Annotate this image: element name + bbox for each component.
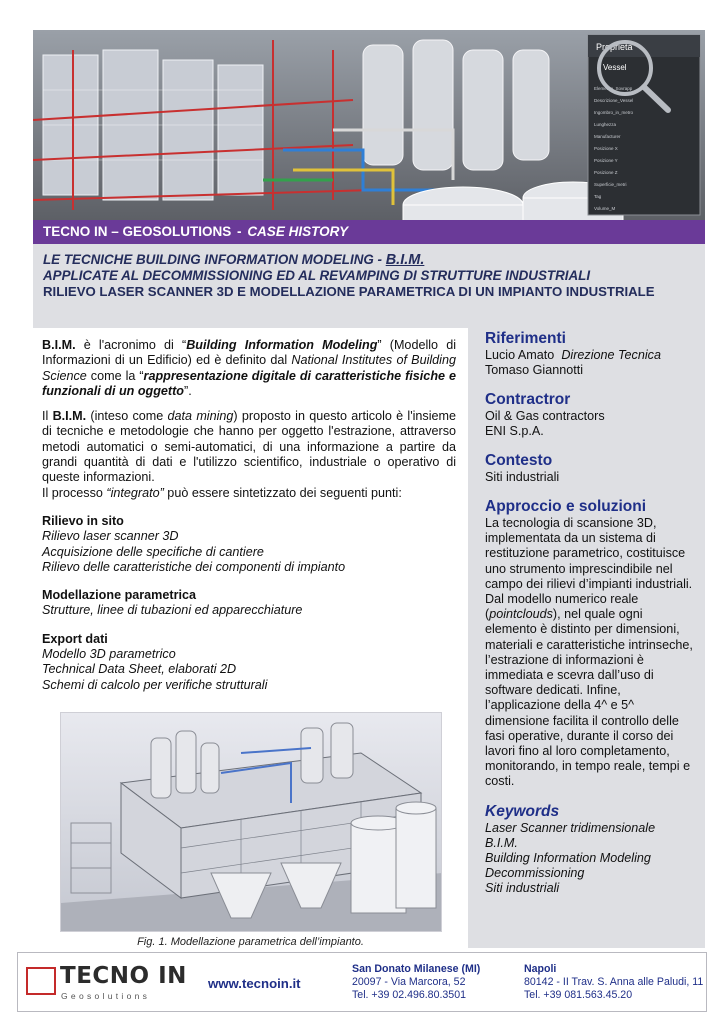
office-napoli	[524, 963, 703, 1002]
title-line-1	[43, 252, 695, 268]
office-name: Napoli	[524, 963, 557, 975]
contact-name: Tomaso Giannotti	[485, 363, 584, 377]
section-heading: Export dati	[42, 631, 108, 646]
hero-image	[33, 30, 705, 220]
section-item: Strutture, linee di tubazioni ed apparecchiature	[42, 603, 303, 618]
intro-text: Il processo	[42, 485, 107, 500]
intro-paragraph-3	[42, 486, 456, 501]
bim-term: B.I.M.	[42, 338, 76, 352]
properties-panel-item: Posizione Y	[594, 158, 618, 163]
intro-text: (inteso come	[86, 409, 168, 424]
contact-name: Lucio Amato	[485, 348, 555, 362]
logo-subtitle: Geosolutions	[61, 991, 151, 1001]
integrated-term: “integrato”	[106, 485, 164, 500]
plant-model-image	[60, 712, 442, 932]
intro-text: come la “	[86, 368, 144, 383]
office-name: San Donato Milanese (MI)	[352, 963, 481, 975]
title-line-3: RILIEVO LASER SCANNER 3D E MODELLAZIONE PARAMETRICA DI UN IMPIANTO INDUSTRIALE	[43, 284, 655, 299]
bim-full-term: Building Information Modeling	[186, 338, 378, 352]
office-address: 80142 - II Trav. S. Anna alle Paludi, 11	[524, 976, 704, 988]
office-address: 20097 - Via Marcora, 52	[352, 976, 466, 988]
properties-panel-item: Volume_M	[594, 206, 616, 211]
intro-text: ”.	[184, 383, 192, 398]
contractor-heading: Contractror	[485, 391, 571, 408]
properties-panel-title: Proprietà	[596, 42, 633, 52]
intro-text: Il	[42, 409, 53, 424]
properties-panel-item: Superficie_metri	[594, 182, 627, 187]
section-heading: Modellazione parametrica	[42, 588, 196, 603]
keyword-item: Building Information Modeling	[485, 850, 651, 865]
section-item: Acquisizione delle specifiche di cantiere	[42, 544, 264, 559]
title-panel	[33, 244, 705, 328]
office-milano	[352, 963, 480, 1002]
contractor-line: ENI S.p.A.	[485, 424, 544, 438]
contact-role: Direzione Tecnica	[561, 348, 661, 362]
approccio-text-b: ), nel quale ogni elemento è distinto per dimensioni, materiali e caratteristiche intrinseche, l’estrazione di informazioni è immediata e scevra dall’uso di software dedicati. Infine, l’applicazione della 4^ e 5^ dimensione facilita il controllo delle fasi operative, durante il corso dei lavori fino al loro completamento, monitorando, in tempo reale, tempi e costi.	[485, 607, 693, 789]
logo-wordmark: TECNO IN	[60, 963, 187, 989]
contesto-line: Siti industriali	[485, 470, 560, 484]
intro-text: ) proposto in questo articolo è l'insieme di tecniche e metodologie che hanno per oggetto l'estrazione, attraverso metodi automatici o semi-automatici, di una informazione a partire da grandi quantità di dati e l'utilizzo scientifico, industriale o operativo di queste informazioni.	[42, 409, 457, 485]
intro-text: è l'acronimo di “	[75, 338, 187, 352]
bim-term: B.I.M.	[52, 409, 87, 424]
pointclouds-term: pointclouds	[489, 607, 553, 622]
banner-separator: -	[237, 224, 242, 239]
intro-paragraph-1	[42, 338, 456, 399]
title-line-2: APPLICATE AL DECOMMISSIONING ED AL REVAMPING DI STRUTTURE INDUSTRIALI	[43, 268, 591, 283]
contesto-heading: Contesto	[485, 452, 553, 469]
keyword-item: Laser Scanner tridimensionale	[485, 820, 656, 835]
article-body	[42, 338, 456, 693]
riferimenti-heading: Riferimenti	[485, 330, 566, 347]
properties-panel-item: Ingombro_in_metro	[594, 110, 634, 115]
intro-paragraph-2	[42, 409, 456, 485]
section-banner	[33, 220, 705, 244]
section-heading: Rilievo in sito	[42, 513, 124, 528]
properties-panel-subtitle: Vessel	[603, 63, 627, 72]
tecnoin-logo	[26, 965, 204, 1003]
banner-case-history: CASE HISTORY	[247, 224, 349, 239]
nibs-term: National Institutes of Building Science	[42, 353, 456, 383]
properties-panel-item: Descrizione_Vessel	[594, 98, 634, 103]
properties-panel-item: Elemento_Sovrapp	[594, 86, 633, 91]
banner-company: TECNO IN – GEOSOLUTIONS	[43, 224, 232, 239]
approccio-text-a: La tecnologia di scansione 3D, implementata da un sistema di restituzione parametrico, costituisce uno strumento imprescindibile nel campo dei rilievi d’impianti industriali. Dal modello numerico reale (	[485, 516, 693, 622]
intro-text: può essere sintetizzato dei seguenti punti:	[163, 485, 402, 500]
data-mining-term: data mining	[167, 409, 234, 424]
page-footer	[17, 952, 707, 1012]
section-item: Schemi di calcolo per verifiche strutturali	[42, 677, 268, 692]
properties-panel-item: Tag	[594, 194, 602, 199]
info-sidebar	[468, 328, 705, 948]
section-item: Rilievo laser scanner 3D	[42, 529, 179, 544]
keywords-heading: Keywords	[485, 802, 560, 820]
website-link[interactable]: www.tecnoin.it	[208, 976, 301, 991]
figure-caption: Fig. 1. Modellazione parametrica dell’impianto.	[137, 936, 364, 948]
properties-panel-item: Lunghezza	[594, 122, 617, 127]
office-phone: Tel. +39 081.563.45.20	[524, 989, 633, 1001]
approccio-text	[485, 516, 693, 790]
properties-panel-item: Posizione X	[594, 146, 618, 151]
intro-text: ” (Modello di Informazioni di un Edificio) ed è definito dal	[42, 338, 457, 368]
bim-definition-quote: rappresentazione digitale di caratteristiche fisiche e funzionali di un oggetto	[42, 368, 456, 398]
title-line-1-prefix: LE TECNICHE BUILDING INFORMATION MODELING -	[43, 252, 386, 267]
keyword-item: Siti industriali	[485, 880, 560, 895]
properties-panel-item: Manufacturer	[594, 134, 621, 139]
keyword-item: Decommissioning	[485, 865, 585, 880]
office-phone: Tel. +39 02.496.80.3501	[352, 989, 466, 1001]
contractor-line: Oil & Gas contractors	[485, 409, 605, 423]
approccio-heading: Approccio e soluzioni	[485, 498, 647, 515]
section-item: Modello 3D parametrico	[42, 647, 176, 662]
properties-panel-item: Posizione Z	[594, 170, 618, 175]
keyword-item: B.I.M.	[485, 835, 518, 850]
section-item: Rilievo delle caratteristiche dei componenti di impianto	[42, 559, 346, 574]
section-item: Technical Data Sheet, elaborati 2D	[42, 662, 237, 677]
title-bim: B.I.M.	[385, 252, 425, 268]
riferimenti-line	[485, 348, 693, 363]
tecnoin-logo-mark-icon	[26, 967, 56, 995]
